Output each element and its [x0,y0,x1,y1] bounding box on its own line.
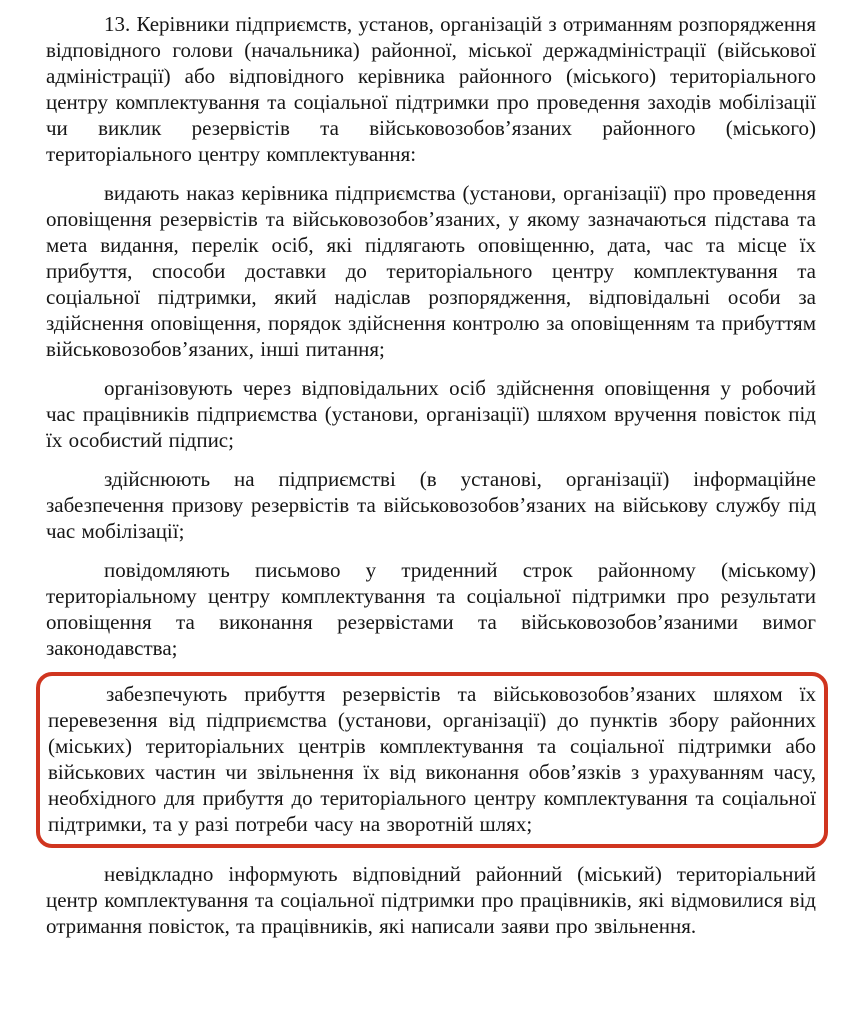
highlight-box [36,672,828,848]
paragraph-item-13-intro: 13. Керівники підприємств, установ, організацій з отриманням розпорядження відповідного голови (начальника) районної, міської держадміністрації (військової адміністрації) або відповідного керівника районного (міського) територіального центру комплектування та соціальної підтримки про проведення заходів мобілізації чи виклик резервістів та військовозобов’язаних районного (міського) територіального центру комплектування: [46,12,816,166]
paragraph-organize-notification: організовують через відповідальних осіб здійснення оповіщення у робочий час працівників підприємства (установи, організації) шляхом вручення повісток під їх особистий підпис; [46,376,816,452]
paragraph-issue-order: видають наказ керівника підприємства (установи, організації) про проведення оповіщення резервістів та військовозобов’язаних, у якому зазначаються підстава та мета видання, перелік осіб, які підлягають оповіщенню, дата, час та місце їх прибуття, способи доставки до територіального центру комплектування та соціальної підтримки, який надіслав розпорядження, відповідальні особи за здійснення оповіщення, порядок здійснення контролю за оповіщенням та прибуттям військовозобов’язаних, інші питання; [46,181,816,361]
highlighted-paragraph-transport-duty: забезпечують прибуття резервістів та військовозобов’язаних шляхом їх перевезення від підприємства (установи, організації) до пунктів збору районних (міських) територіальних центрів комплектування та соціальної підтримки або військових частин чи звільнення їх від виконання обов’язків з урахуванням часу, необхідного для прибуття до територіального центру комплектування та соціальної підтримки, та у разі потреби часу на зворотній шлях; [48,682,816,836]
paragraph-immediate-inform: невідкладно інформують відповідний районний (міський) територіальний центр комплектування та соціальної підтримки про працівників, які відмовилися від отримання повісток, та працівників, які написали заяви про звільнення. [46,862,816,938]
paragraph-written-report: повідомляють письмово у триденний строк районному (міському) територіальному центру комплектування та соціальної підтримки про результати оповіщення та виконання резервістами та військовозобов’язаними вимог законодавства; [46,558,816,660]
paragraph-information-support: здійснюють на підприємстві (в установі, організації) інформаційне забезпечення призову резервістів та військовозобов’язаних на військову службу під час мобілізації; [46,467,816,543]
